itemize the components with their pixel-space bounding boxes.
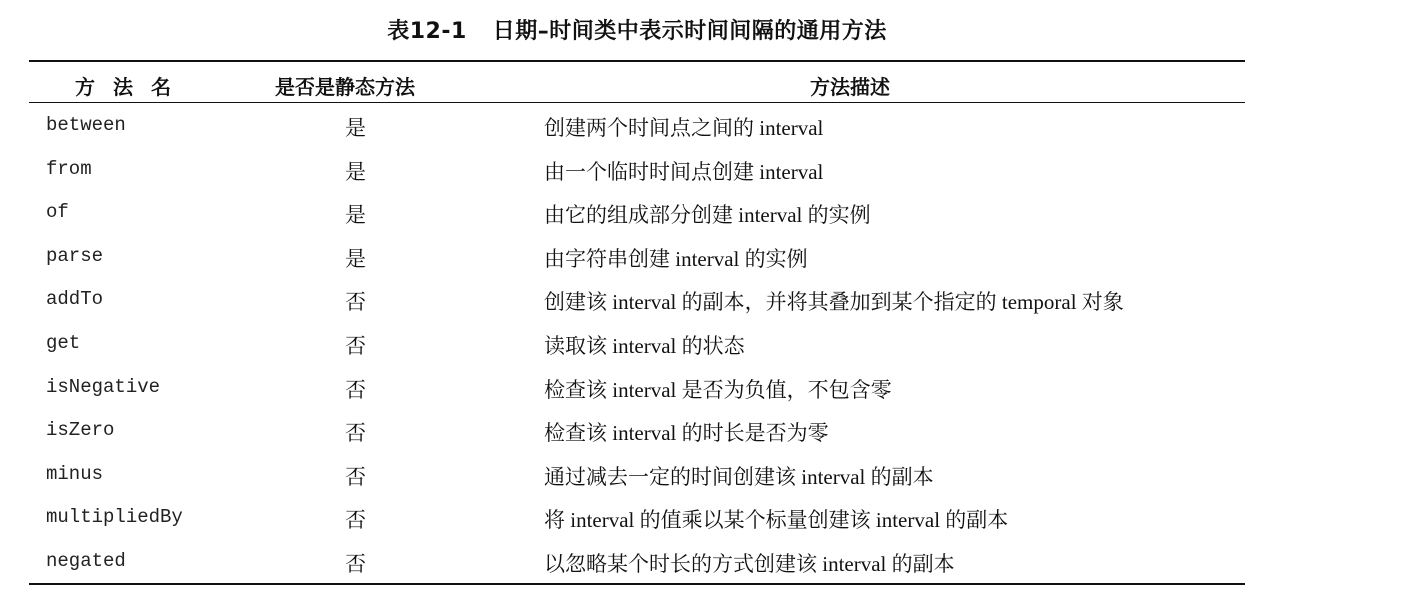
method-name-cell: between [46, 114, 126, 136]
table-row [29, 322, 1245, 366]
method-name-cell: of [46, 201, 69, 224]
description-cell: 将 interval 的值乘以某个标量创建该 interval 的副本 [544, 508, 1009, 533]
description-cell: 由一个临时时间点创建 interval [544, 159, 824, 184]
table-row [29, 453, 1245, 497]
is-static-cell: 否 [345, 421, 366, 446]
description-cell: 创建该 interval 的副本，并将其叠加到某个指定的 temporal 对象 [544, 290, 1124, 315]
is-static-cell: 否 [345, 290, 366, 315]
is-static-cell: 否 [345, 508, 366, 533]
table-header-rule [29, 102, 1245, 103]
table-row [29, 148, 1245, 192]
table-header-row [29, 64, 1245, 100]
method-name-cell: minus [46, 462, 104, 485]
table-row [29, 278, 1245, 322]
header-method-name: 方法名 [75, 75, 189, 99]
is-static-cell: 否 [345, 377, 366, 402]
method-name-cell: addTo [46, 288, 104, 311]
table-row [29, 366, 1245, 410]
table-top-rule [29, 60, 1245, 62]
table-row [29, 409, 1245, 453]
table-caption [0, 14, 1274, 45]
method-name-cell: from [46, 157, 92, 180]
is-static-cell: 是 [345, 246, 366, 271]
header-is-static: 是否是静态方法 [275, 75, 415, 99]
table-row [29, 104, 1245, 148]
table-body [29, 104, 1245, 584]
table-title: 日期–时间类中表示时间间隔的通用方法 [492, 19, 887, 44]
description-cell: 检查该 interval 的时长是否为零 [544, 421, 829, 446]
is-static-cell: 否 [345, 333, 366, 358]
description-cell: 创建两个时间点之间的 interval [544, 116, 824, 140]
description-cell: 由字符串创建 interval 的实例 [544, 246, 808, 271]
method-name-cell: get [46, 331, 81, 354]
table-row [29, 496, 1245, 540]
is-static-cell: 否 [345, 464, 366, 489]
description-cell: 读取该 interval 的状态 [544, 333, 745, 358]
method-name-cell: isNegative [46, 375, 161, 398]
table-row [29, 540, 1245, 584]
description-cell: 由它的组成部分创建 interval 的实例 [544, 203, 871, 228]
table-row [29, 235, 1245, 279]
description-cell: 通过减去一定的时间创建该 interval 的副本 [544, 464, 934, 489]
description-cell: 以忽略某个时长的方式创建该 interval 的副本 [544, 551, 955, 576]
is-static-cell: 是 [345, 203, 366, 228]
is-static-cell: 是 [345, 116, 366, 140]
table-bottom-rule [29, 583, 1245, 585]
method-name-cell: negated [46, 549, 126, 572]
table-number: 表12-1 [387, 19, 467, 44]
is-static-cell: 否 [345, 551, 366, 576]
method-name-cell: parse [46, 244, 104, 267]
description-cell: 检查该 interval 是否为负值，不包含零 [544, 377, 892, 402]
method-name-cell: isZero [46, 419, 115, 442]
header-description: 方法描述 [810, 75, 890, 99]
method-name-cell: multipliedBy [46, 506, 183, 529]
is-static-cell: 是 [345, 159, 366, 184]
table-row [29, 191, 1245, 235]
